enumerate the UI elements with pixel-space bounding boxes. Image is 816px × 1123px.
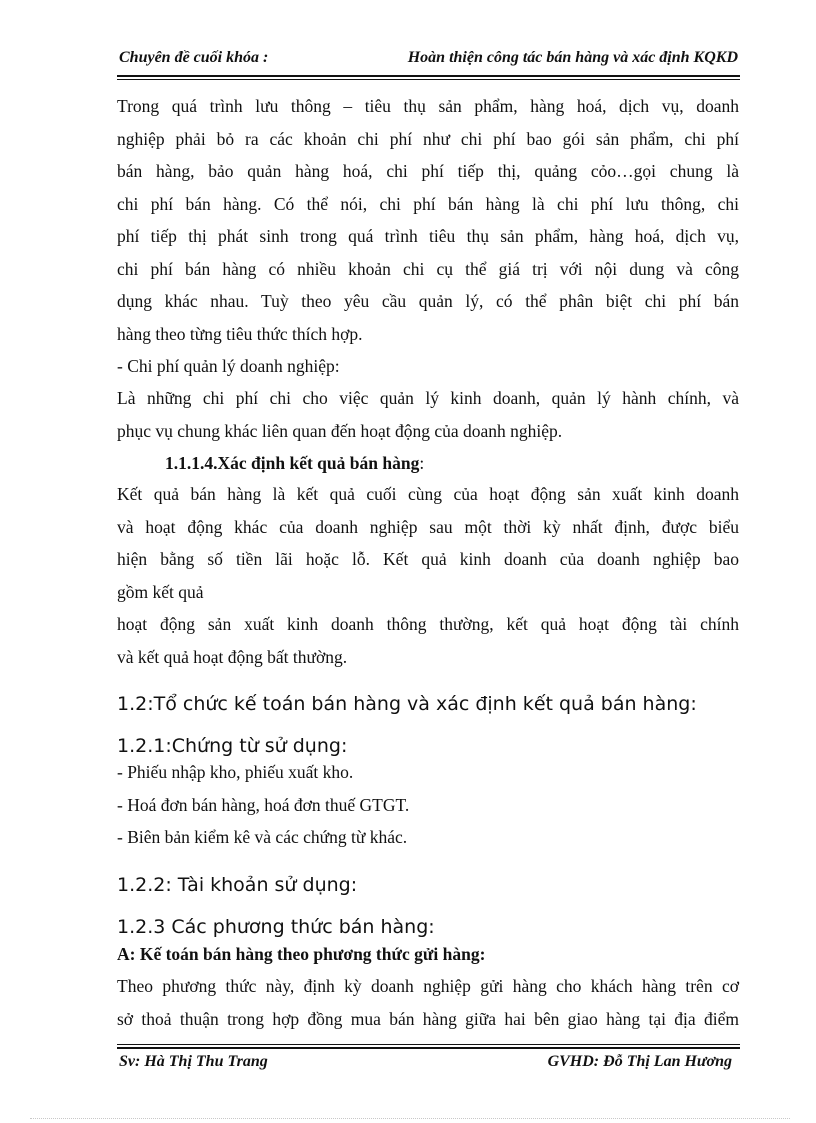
heading-1-2: 1.2:Tổ chức kế toán bán hàng và xác định kết quả bán hàng: bbox=[117, 693, 697, 715]
item-management-costs bbox=[117, 350, 739, 383]
text-line: và kết quả hoạt động bất thường. bbox=[117, 646, 348, 667]
header-right: Hoàn thiện công tác bán hàng và xác định KQKD bbox=[407, 49, 738, 66]
text-line: chi phí bán hàng có nhiều khoản chi cụ thể giá trị với nội dung và công bbox=[117, 258, 739, 279]
text-line: hàng theo từng tiêu thức thích hợp. bbox=[117, 323, 363, 344]
sub-heading-1-1-1-4 bbox=[165, 447, 665, 480]
page-edge-dots bbox=[30, 1118, 790, 1119]
heading-1-2-2: 1.2.2: Tài khoản sử dụng: bbox=[117, 874, 358, 896]
sub-heading-text: 1.1.1.4.Xác định kết quả bán hàng bbox=[165, 453, 420, 473]
text-line: sở thoả thuận trong hợp đồng mua bán hàng giữa hai bên giao hàng tại địa điểm bbox=[117, 1008, 739, 1029]
header-rule-thin bbox=[117, 79, 740, 80]
text-line: - Chi phí quản lý doanh nghiệp: bbox=[117, 356, 340, 376]
footer-supervisor: GVHD: Đỗ Thị Lan Hương bbox=[547, 1053, 732, 1070]
footer-student: Sv: Hà Thị Thu Trang bbox=[119, 1053, 268, 1070]
list-item: - Biên bản kiểm kê và các chứng từ khác. bbox=[117, 827, 408, 847]
text-line: phục vụ chung khác liên quan đến hoạt động của doanh nghiệp. bbox=[117, 420, 563, 441]
list-item: - Hoá đơn bán hàng, hoá đơn thuế GTGT. bbox=[117, 794, 410, 815]
text-line: hiện bằng số tiền lãi hoặc lỗ. Kết quả kinh doanh của doanh nghiệp bao bbox=[117, 549, 739, 569]
text-line: gồm kết quả bbox=[117, 581, 204, 602]
text-line: Là những chi phí chi cho việc quản lý kinh doanh, quản lý hành chính, và bbox=[117, 388, 739, 408]
text-line: Kết quả bán hàng là kết quả cuối cùng của hoạt động sản xuất kinh doanh bbox=[117, 484, 739, 504]
page-header bbox=[117, 49, 740, 73]
paragraph-sales-result bbox=[117, 478, 739, 673]
text-line: Theo phương thức này, định kỳ doanh nghiệp gửi hàng cho khách hàng trên cơ bbox=[117, 976, 739, 996]
page-footer bbox=[117, 1053, 740, 1077]
header-rule-thick bbox=[117, 75, 740, 77]
sub-heading-colon: : bbox=[419, 453, 425, 473]
paragraph-management-costs bbox=[117, 382, 739, 447]
text-line: Trong quá trình lưu thông – tiêu thụ sản phẩm, hàng hoá, dịch vụ, doanh bbox=[117, 96, 739, 116]
documents-list bbox=[117, 756, 739, 854]
paragraph-consignment bbox=[117, 970, 739, 1035]
text-line: phí tiếp thị phát sinh trong quá trình tiêu thụ sản phẩm, hàng hoá, dịch vụ, bbox=[117, 226, 739, 246]
paragraph-selling-costs bbox=[117, 90, 739, 350]
text-line: dụng khác nhau. Tuỳ theo yêu cầu quản lý, có thể phân biệt chi phí bán bbox=[117, 291, 739, 311]
footer-rule-thick bbox=[117, 1047, 740, 1049]
text-line: nghiệp phải bỏ ra các khoản chi phí như chi phí bao gói sản phẩm, chi phí bbox=[117, 128, 739, 149]
heading-1-2-3: 1.2.3 Các phương thức bán hàng: bbox=[117, 916, 435, 938]
heading-1-2-1: 1.2.1:Chứng từ sử dụng: bbox=[117, 735, 348, 757]
list-item: - Phiếu nhập kho, phiếu xuất kho. bbox=[117, 762, 354, 782]
section-a-heading: A: Kế toán bán hàng theo phương thức gửi hàng: bbox=[117, 944, 486, 964]
footer-rule-thin bbox=[117, 1044, 740, 1045]
header-left: Chuyên đề cuối khóa : bbox=[119, 49, 269, 66]
text-line: hoạt động sản xuất kinh doanh thông thường, kết quả hoạt động tài chính bbox=[117, 614, 739, 634]
text-line: và hoạt động khác của doanh nghiệp sau một thời kỳ nhất định, được biểu bbox=[117, 516, 739, 537]
text-line: bán hàng, bảo quản hàng hoá, chi phí tiếp thị, quảng cỏo…gọi chung là bbox=[117, 161, 739, 181]
text-line: chi phí bán hàng. Có thể nói, chi phí bán hàng là chi phí lưu thông, chi bbox=[117, 193, 739, 214]
